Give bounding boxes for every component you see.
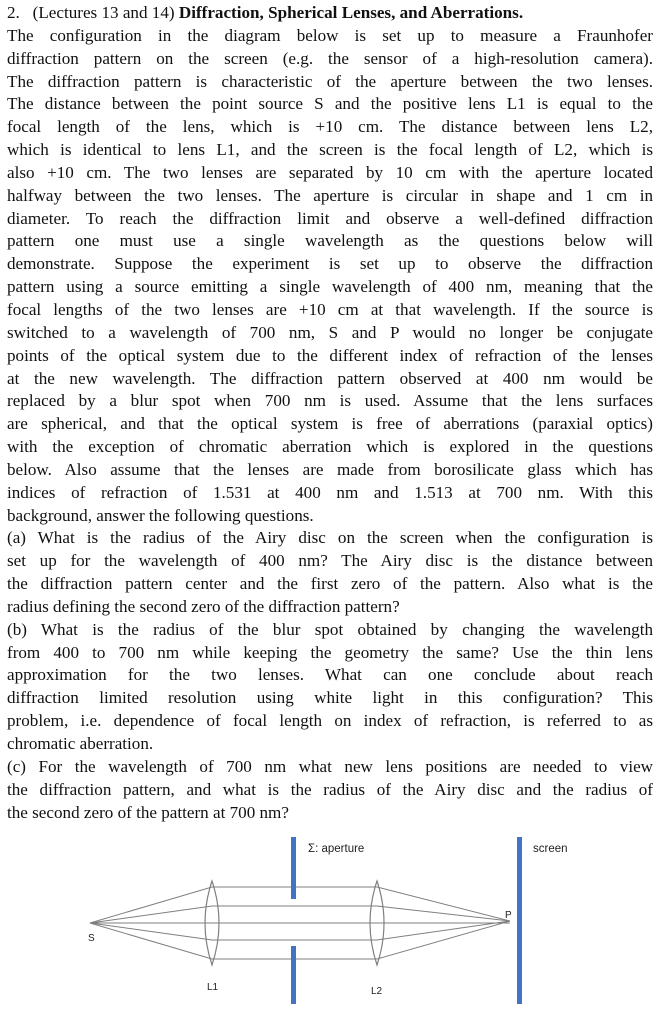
part-c-line: (c) For the wavelength of 700 nm what new lens positions are needed to view — [7, 756, 653, 776]
aperture-label: Σ: aperture — [308, 843, 365, 855]
screen — [517, 837, 522, 1004]
intro-line: below. Also assume that the lenses are made from borosilicate glass which has — [7, 459, 653, 479]
intro-line: diameter. To reach the diffraction limit and observe a well-defined diffraction — [7, 208, 653, 228]
intro-line: with the exception of chromatic aberration which is explored in the questions — [7, 437, 653, 457]
aperture-lower-stop — [291, 946, 296, 1004]
intro-line: indices of refraction of 1.531 at 400 nm and 1.513 at 700 nm. With this — [7, 482, 653, 502]
intro-line: switched to a wavelength of 700 nm, S and P would no longer be conjugate — [7, 322, 653, 342]
part-a-line: (a) What is the radius of the Airy disc on the screen when the configuration is — [7, 528, 653, 548]
part-b-line: approximation for the two lenses. What can one conclude about reach — [7, 665, 653, 685]
part-b-line: (b) What is the radius of the blur spot obtained by changing the wavelength — [7, 619, 653, 639]
intro-line: background, answer the following questions. — [7, 505, 314, 525]
intro-line: points of the optical system due to the different index of refraction of the lenses — [7, 345, 653, 365]
part-b — [7, 619, 653, 756]
part-a-line: radius defining the second zero of the diffraction pattern? — [7, 596, 400, 616]
screen-label: screen — [533, 843, 568, 855]
part-c — [7, 756, 653, 825]
part-a — [7, 527, 653, 618]
part-b-line: chromatic aberration. — [7, 734, 154, 753]
intro-line: which is identical to lens L1, and the screen is the focal length of L2, which is — [7, 140, 653, 160]
optical-setup-diagram — [0, 832, 658, 1016]
problem-intro — [7, 25, 653, 528]
intro-line: pattern one must use a single wavelength as the questions below will — [7, 231, 653, 251]
source-label: S — [88, 933, 95, 944]
problem-lectures: (Lectures 13 and 14) — [32, 3, 175, 22]
intro-line: The configuration in the diagram below is set up to measure a Fraunhofer — [7, 25, 653, 45]
intro-line: at the new wavelength. The diffraction pattern observed at 400 nm would be — [7, 368, 653, 388]
part-b-line: diffraction limited resolution using white light in this configuration? This — [7, 688, 653, 708]
intro-line: focal lengths of the two lenses are +10 cm at that wavelength. If the source is — [7, 299, 653, 319]
part-c-line: the second zero of the pattern at 700 nm? — [7, 802, 289, 822]
intro-line: pattern using a source emitting a single wavelength of 400 nm, meaning that the — [7, 277, 653, 297]
lens-l2-label: L2 — [371, 986, 383, 997]
problem-number: 2. — [7, 3, 20, 22]
point-p-label: P — [505, 910, 512, 921]
problem-title: Diffraction, Spherical Lenses, and Aberrations. — [178, 3, 524, 22]
intro-line: demonstrate. Suppose the experiment is set up to observe the diffraction — [7, 254, 653, 274]
part-b-line: problem, i.e. dependence of focal length on index of refraction, is referred to as — [7, 711, 653, 731]
lens-l1-label: L1 — [207, 982, 219, 993]
intro-line: The distance between the point source S and the positive lens L1 is equal to the — [7, 94, 653, 114]
part-b-line: from 400 to 700 nm while keeping the geometry the same? Use the thin lens — [7, 642, 653, 662]
intro-line: diffraction pattern on the screen (e.g. the sensor of a high-resolution camera). — [7, 48, 653, 68]
part-a-line: set up for the wavelength of 400 nm? The Airy disc is the distance between — [7, 551, 653, 571]
intro-line: The diffraction pattern is characteristic of the aperture between the two lenses. — [7, 71, 653, 91]
intro-line: focal length of the lens, which is +10 cm. The distance between lens L2, — [7, 117, 653, 137]
part-a-line: the diffraction pattern center and the first zero of the pattern. Also what is the — [7, 574, 653, 594]
problem-heading — [7, 2, 653, 25]
part-c-line: the diffraction pattern, and what is the radius of the Airy disc and the radius of — [7, 779, 653, 799]
intro-line: are spherical, and that the optical system is free of aberrations (paraxial optics) — [7, 414, 653, 434]
intro-line: halfway between the two lenses. The aperture is circular in shape and 1 cm in — [7, 185, 653, 205]
intro-line: replaced by a blur spot when 700 nm is used. Assume that the lens surfaces — [7, 391, 653, 411]
problem-text — [7, 2, 653, 824]
intro-line: also +10 cm. The two lenses are separated by 10 cm with the aperture located — [7, 162, 653, 182]
aperture-upper-stop — [291, 837, 296, 899]
ray-bundle — [90, 887, 510, 959]
